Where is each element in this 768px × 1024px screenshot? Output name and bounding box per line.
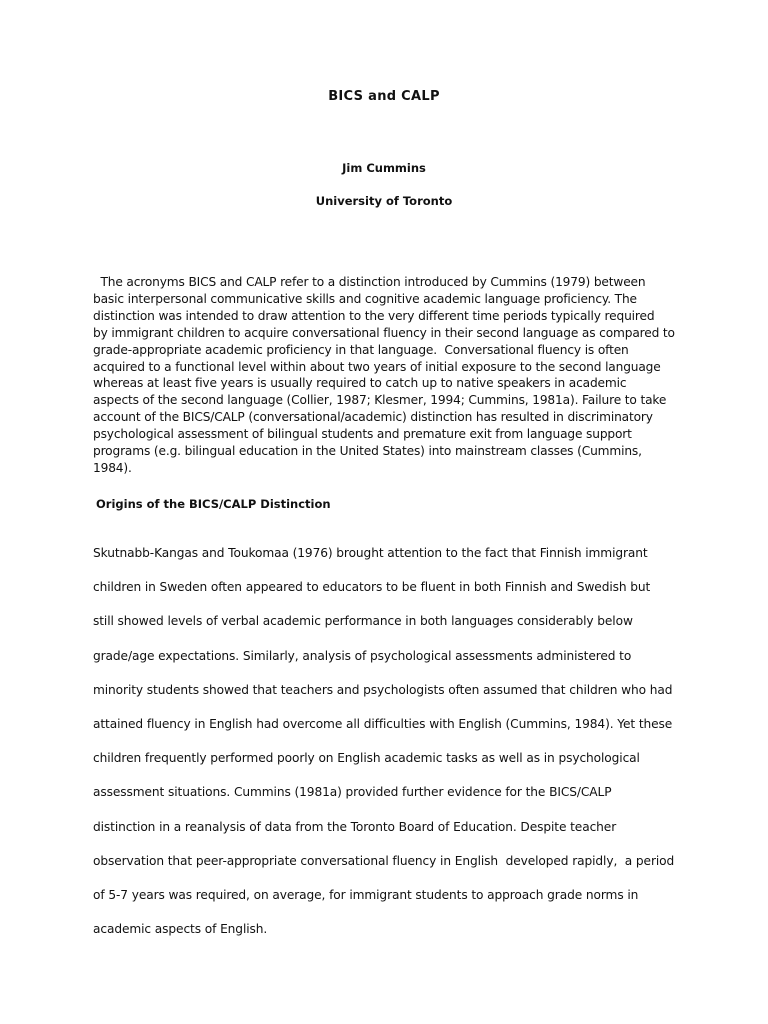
abstract-line: programs (e.g. bilingual education in the United States) into mainstream classes (Cummins, xyxy=(93,444,642,459)
body-line: observation that peer-appropriate conversational fluency in English developed rapidly, a period xyxy=(93,853,675,868)
body-line: children frequently performed poorly on English academic tasks as well as in psychological xyxy=(93,751,640,766)
body-line: children in Sweden often appeared to educators to be fluent in both Finnish and Swedish but xyxy=(93,580,651,595)
abstract-line: 1984). xyxy=(93,460,132,475)
abstract-line: psychological assessment of bilingual students and premature exit from language support xyxy=(93,427,632,442)
abstract-line: whereas at least five years is usually required to catch up to native speakers in academic xyxy=(93,376,627,391)
abstract-paragraph xyxy=(93,274,683,477)
body-line: Skutnabb-Kangas and Toukomaa (1976) brought attention to the fact that Finnish immigrant xyxy=(93,546,648,560)
body-line: academic aspects of English. xyxy=(93,922,268,937)
author-name: Jim Cummins xyxy=(342,161,426,175)
author-affiliation: University of Toronto xyxy=(315,194,453,208)
abstract-line: acquired to a functional level within about two years of initial exposure to the second language xyxy=(93,359,661,374)
document-title: BICS and CALP xyxy=(328,89,440,104)
abstract-line: The acronyms BICS and CALP refer to a distinction introduced by Cummins (1979) between xyxy=(93,275,646,289)
abstract-line: account of the BICS/CALP (conversational/academic) distinction has resulted in discriminatory xyxy=(93,410,653,425)
section-heading: Origins of the BICS/CALP Distinction xyxy=(96,497,331,511)
abstract-line: aspects of the second language (Collier, 1987; Klesmer, 1994; Cummins, 1981a). Failure to take xyxy=(93,393,667,408)
abstract-line: distinction was intended to draw attention to the very different time periods typically required xyxy=(93,308,655,323)
abstract-line: grade-appropriate academic proficiency in that language. Conversational fluency is often xyxy=(93,342,629,357)
body-line: of 5-7 years was required, on average, for immigrant students to approach grade norms in xyxy=(93,887,639,902)
body-line: assessment situations. Cummins (1981a) provided further evidence for the BICS/CALP xyxy=(93,785,612,800)
body-line: minority students showed that teachers and psychologists often assumed that children who had xyxy=(93,682,673,697)
body-line: grade/age expectations. Similarly, analysis of psychological assessments administered to xyxy=(93,648,632,663)
body-line: still showed levels of verbal academic performance in both languages considerably below xyxy=(93,614,633,629)
body-line: distinction in a reanalysis of data from the Toronto Board of Education. Despite teacher xyxy=(93,819,617,834)
abstract-line: by immigrant children to acquire conversational fluency in their second language as compared to xyxy=(93,325,675,340)
body-paragraph xyxy=(93,545,693,955)
abstract-line: basic interpersonal communicative skills and cognitive academic language proficiency. The xyxy=(93,291,637,306)
body-line: attained fluency in English had overcome all difficulties with English (Cummins, 1984). Yet these xyxy=(93,716,673,731)
